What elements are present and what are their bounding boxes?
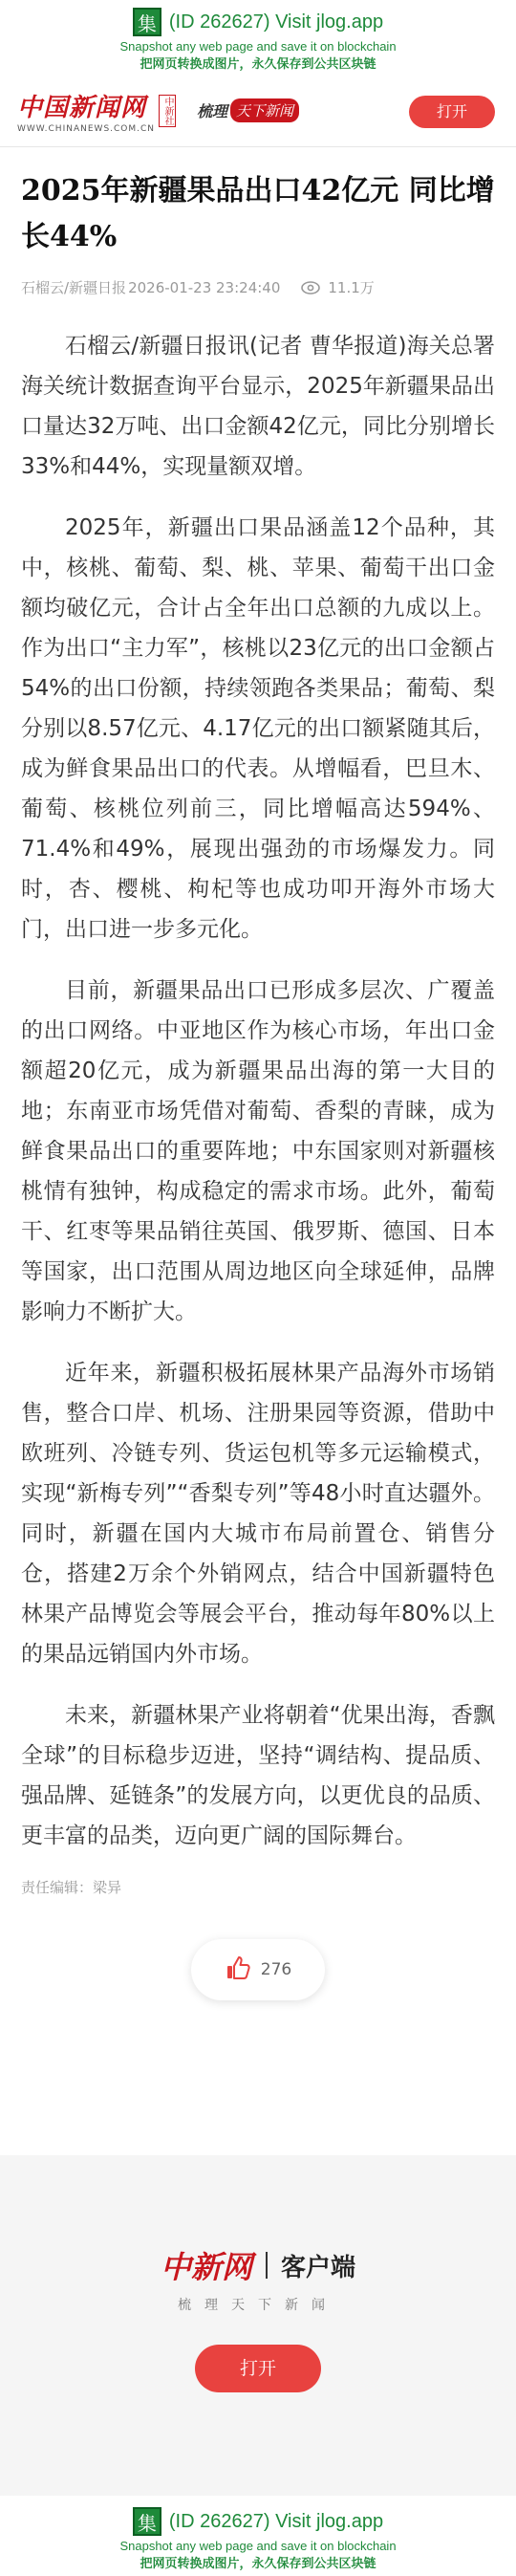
promo-open-button[interactable]: 打开: [195, 2345, 321, 2392]
jlog-title-bottom[interactable]: (ID 262627) Visit jlog.app: [168, 2510, 384, 2532]
logo-tag: 中新社: [159, 95, 176, 127]
jlog-subtitle-en: Snapshot any web page and save it on blockchain: [119, 39, 397, 54]
promo-logo: 中新网: [160, 2249, 252, 2285]
like-button[interactable]: [191, 1939, 325, 2000]
article-source: 石榴云/新疆日报: [21, 279, 127, 296]
jlog-banner-bottom[interactable]: [0, 2498, 516, 2576]
thumbs-up-icon: [225, 1954, 251, 1985]
promo-brand: [0, 2243, 516, 2287]
responsible-editor: 责任编辑：梁异: [21, 1879, 122, 1896]
promo-slogan: 梳理天下新闻: [178, 2298, 338, 2313]
jlog-subtitle-cn-bottom: 把网页转换成图片，永久保存到公共区块链: [140, 2556, 376, 2570]
article: [0, 168, 516, 2000]
eye-icon: [301, 281, 320, 295]
logo-text: 中国新闻网: [17, 93, 147, 122]
jlog-logo-icon: 集: [133, 8, 161, 36]
logo-url: WWW.CHINANEWS.COM.CN: [17, 123, 156, 134]
slogan-part-a: 梳理: [197, 102, 228, 120]
article-title: 2025年新疆果品出口42亿元 同比增长44%: [21, 174, 495, 253]
app-promo: [0, 2155, 516, 2496]
jlog-title[interactable]: (ID 262627) Visit jlog.app: [168, 11, 384, 33]
paragraph: 石榴云/新疆日报讯(记者 曹华报道)海关总署海关统计数据查询平台显示，2025年新疆果品出口量达32万吨、出口金额42亿元，同比分别增长33%和44%，实现量额双增。: [21, 334, 495, 479]
article-meta: [21, 277, 495, 297]
promo-client-label: 客户端: [281, 2253, 356, 2282]
article-datetime: 2026-01-23 23:24:40: [128, 278, 281, 296]
open-app-button[interactable]: 打开: [409, 96, 495, 128]
slogan-part-b: 天下新闻: [230, 98, 299, 122]
promo-divider: [266, 2252, 268, 2279]
article-body: [21, 326, 495, 1856]
paragraph: 近年来，新疆积极拓展林果产品海外市场销售，整合口岸、机场、注册果园等资源，借助中欧班列、冷链专列、货运包机等多元运输模式，实现“新梅专列”“香梨专列”等48小时直达疆外。同时，新疆在国内大城市布局前置仓、销售分仓，搭建2万余个外销网点，结合中国新疆特色林果产品博览会等展会平台，推动每年80%以上的果品远销国内外市场。: [21, 1361, 495, 1667]
jlog-subtitle-cn: 把网页转换成图片，永久保存到公共区块链: [140, 56, 376, 71]
paragraph: 未来，新疆林果产业将朝着“优果出海，香飘全球”的目标稳步迈进，坚持“调结构、提品质、强品牌、延链条”的发展方向，以更优良的品质、更丰富的品类，迈向更广阔的国际舞台。: [21, 1703, 495, 1848]
like-count: 276: [260, 1960, 292, 1979]
jlog-title-row: [0, 8, 516, 36]
jlog-logo-icon: 集: [133, 2507, 161, 2536]
jlog-banner[interactable]: [0, 0, 516, 75]
view-count: 11.1万: [328, 279, 375, 296]
paragraph: 目前，新疆果品出口已形成多层次、广覆盖的出口网络。中亚地区作为核心市场，年出口金额超20亿元，成为新疆果品出海的第一大目的地；东南亚市场凭借对葡萄、香梨的青睐，成为鲜食果品出口的重要阵地；中东国家则对新疆核桃情有独钟，构成稳定的需求市场。此外，葡萄干、红枣等果品销往英国、俄罗斯、德国、日本等国家，出口范围从周边地区向全球延伸，品牌影响力不断扩大。: [21, 978, 495, 1324]
site-header: [0, 75, 516, 147]
jlog-subtitle-en-bottom: Snapshot any web page and save it on blockchain: [119, 2539, 397, 2553]
paragraph: 2025年，新疆出口果品涵盖12个品种，其中，核桃、葡萄、梨、桃、苹果、葡萄干出口金额均破亿元，合计占全年出口总额的九成以上。作为出口“主力军”，核桃以23亿元的出口金额占54%的出口份额，持续领跑各类果品；葡萄、梨分别以8.57亿元、4.17亿元的出口额紧随其后，成为鲜食果品出口的代表。从增幅看，巴旦木、葡萄、核桃位列前三，同比增幅高达594%、71.4%和49%，展现出强劲的市场爆发力。同时，杏、樱桃、枸杞等也成功叩开海外市场大门，出口进一步多元化。: [21, 515, 495, 942]
jlog-title-row-bottom: [0, 2507, 516, 2536]
header-slogan: [197, 98, 299, 122]
site-logo[interactable]: [17, 88, 155, 134]
like-area: [21, 1939, 495, 2000]
